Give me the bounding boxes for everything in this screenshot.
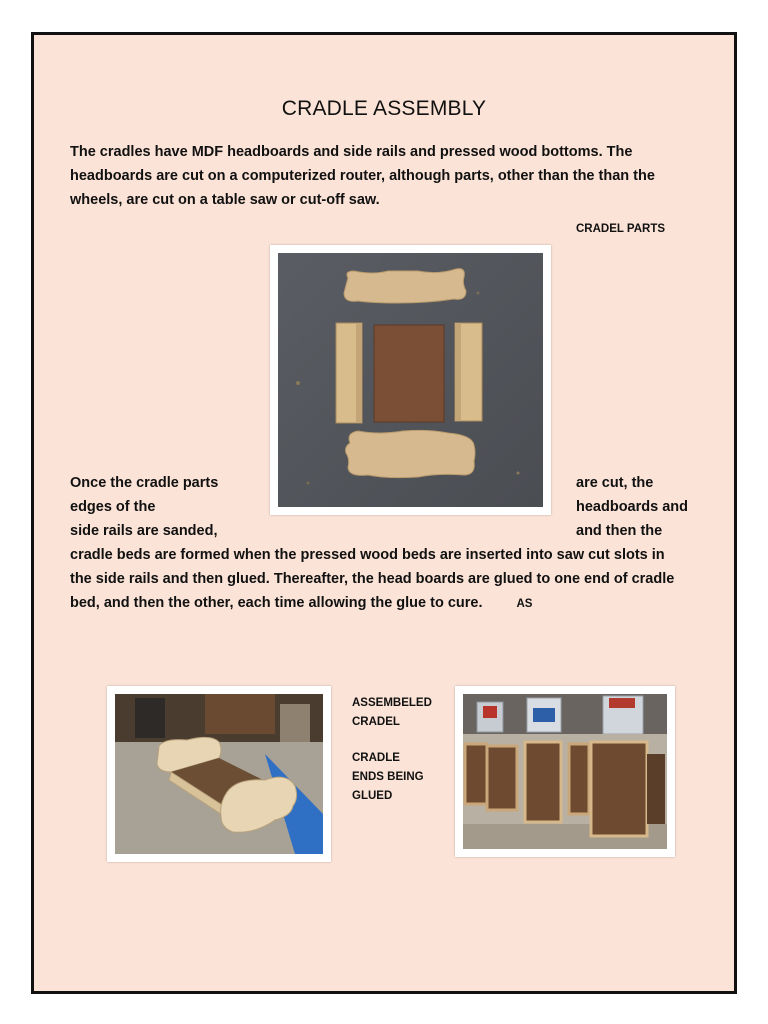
assembled-cradle-photo [107, 686, 331, 862]
body-paragraph [70, 543, 674, 616]
glued-caption-line: ENDS BEING [352, 771, 424, 783]
cradle-parts-image [278, 253, 543, 507]
wrap-right-line: are cut, the [576, 475, 654, 491]
wrap-left-line: side rails are sanded, [70, 523, 218, 539]
intro-paragraph [70, 140, 655, 212]
ends-being-glued-image [463, 694, 667, 849]
glued-caption [352, 749, 424, 806]
intro-line: wheels, are cut on a table saw or cut-off saw. [70, 192, 380, 208]
assembled-caption [352, 694, 432, 732]
intro-line: The cradles have MDF headboards and side rails and pressed wood bottoms. The [70, 144, 633, 160]
assembled-caption-line: ASSEMBELED [352, 697, 432, 709]
cradle-parts-photo [270, 245, 551, 515]
wrap-right-text [576, 471, 688, 543]
assembled-caption-line: CRADEL [352, 716, 400, 728]
body-line: the side rails and then glued. Thereafter, the head boards are glued to one end of cradle [70, 571, 675, 587]
wrap-right-line: and then the [576, 523, 663, 539]
body-tail: AS [516, 598, 533, 610]
ends-being-glued-photo [455, 686, 675, 857]
wrap-left-text [70, 471, 218, 543]
assembled-cradle-image [115, 694, 323, 854]
intro-line: headboards are cut on a computerized router, although parts, other than the than the [70, 168, 655, 184]
wrap-right-line: headboards and [576, 499, 688, 515]
wrap-left-line: Once the cradle parts [70, 475, 219, 491]
wrap-left-line: edges of the [70, 499, 156, 515]
body-line-text: bed, and then the other, each time allowing the glue to cure. [70, 595, 483, 611]
parts-caption: CRADEL PARTS [576, 223, 666, 235]
page-title: CRADLE ASSEMBLY [281, 97, 487, 120]
glued-caption-line: GLUED [352, 790, 393, 802]
body-line: cradle beds are formed when the pressed wood beds are inserted into saw cut slots in [70, 547, 665, 563]
document-page [31, 32, 737, 994]
glued-caption-line: CRADLE [352, 752, 400, 764]
body-line [70, 591, 674, 616]
